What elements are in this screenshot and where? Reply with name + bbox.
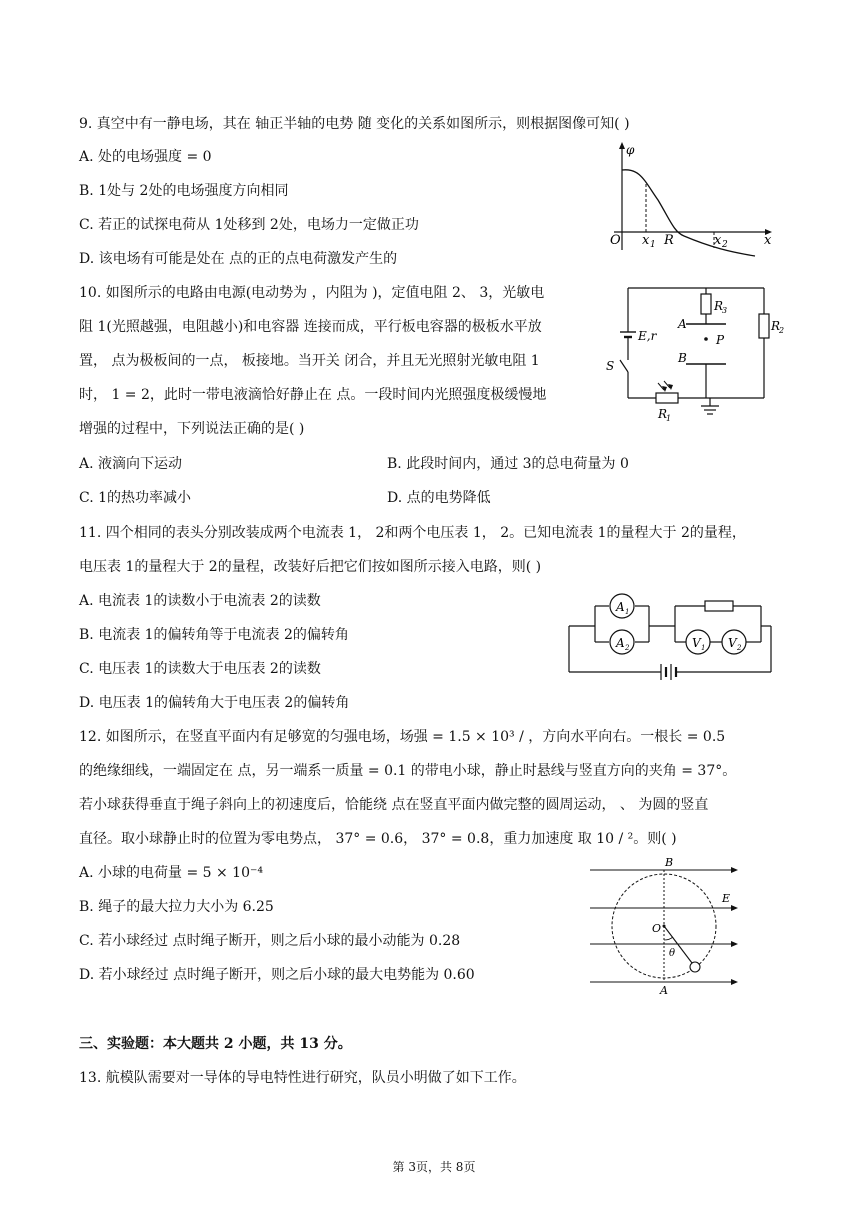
- q12-option-a: A. 小球的电荷量 = 5 × 10⁻⁴: [79, 865, 263, 881]
- q11-label-v1: V: [692, 636, 701, 650]
- q10-label-r2: R: [771, 319, 781, 333]
- q11-option-d: D. 电压表 1的偏转角大于电压表 2的偏转角: [79, 695, 350, 711]
- q10-label-r1-sub: 1: [666, 414, 672, 423]
- q9-potential-graph: [600, 140, 780, 270]
- q10-line-2: 阻 1(光照越强，电阻越小)和电容器 连接而成，平行板电容器的极板水平放: [79, 319, 542, 335]
- q10-line-5: 增强的过程中，下列说法正确的是( ): [79, 421, 305, 437]
- q10-label-r3: R: [714, 299, 724, 313]
- q10-line-3: 置， 点为极板间的一点， 板接地。当开关 闭合，并且无光照射光敏电阻 1: [79, 353, 540, 369]
- q10-label-r2-sub: 2: [779, 326, 785, 335]
- q11-label-v2-sub: 2: [737, 644, 742, 652]
- q10-option-b: B. 此段时间内，通过 3的总电荷量为 0: [387, 456, 629, 472]
- q9-axis-x: x: [764, 233, 772, 248]
- q11-label-a2-sub: 2: [625, 644, 630, 652]
- q10-circuit-diagram: [600, 280, 795, 430]
- q12-option-c: C. 若小球经过 点时绳子断开，则之后小球的最小动能为 0.28: [79, 933, 461, 949]
- q12-line-1: 12. 如图所示，在竖直平面内有足够宽的匀强电场，场强 = 1.5 × 10³ / ，方向水平向右。一根长 = 0.5: [79, 729, 726, 745]
- q11-option-a: A. 电流表 1的读数小于电流表 2的读数: [79, 593, 321, 609]
- q11-option-b: B. 电流表 1的偏转角等于电流表 2的偏转角: [79, 627, 349, 643]
- section-3-heading: 三、实验题：本大题共 2 小题，共 13 分。: [79, 1036, 352, 1052]
- q12-line-2: 的绝缘细线，一端固定在 点，另一端系一质量 = 0.1 的带电小球，静止时悬线与竖直方向的夹角 = 37°。: [79, 763, 737, 779]
- q11-label-v2: V: [728, 636, 737, 650]
- q9-axis-phi: φ: [626, 143, 635, 157]
- q11-line-1: 11. 四个相同的表头分别改装成两个电流表 1， 2和两个电压表 1， 2。已知电流表 1的量程大于 2的量程，: [79, 525, 746, 541]
- q9-origin-o: O: [610, 233, 621, 248]
- q11-line-2: 电压表 1的量程大于 2的量程，改装好后把它们按如图所示接入电路，则( ): [79, 559, 542, 575]
- q9-option-a: A. 处的电场强度 = 0: [79, 149, 212, 165]
- q9-label-x1: x: [642, 233, 650, 248]
- q13-stem: 13. 航模队需要对一导体的导电特性进行研究，队员小明做了如下工作。: [79, 1070, 526, 1086]
- q10-label-r3-sub: 3: [722, 306, 728, 315]
- q9-stem: 9. 真空中有一静电场，其在 轴正半轴的电势 随 变化的关系如图所示，则根据图像可知( ): [79, 116, 630, 132]
- q12-line-3: 若小球获得垂直于绳子斜向上的初速度后，恰能绕 点在竖直平面内做完整的圆周运动， 、 为圆的竖直: [79, 797, 709, 813]
- q10-label-er: E,r: [638, 329, 657, 343]
- q11-label-a1-sub: 1: [625, 608, 630, 616]
- q10-option-c: C. 1的热功率减小: [79, 490, 192, 506]
- q12-label-e: E: [722, 892, 731, 905]
- q12-label-theta: θ: [669, 948, 676, 959]
- q11-option-c: C. 电压表 1的读数大于电压表 2的读数: [79, 661, 321, 677]
- q9-option-d: D. 该电场有可能是处在 点的正的点电荷激发产生的: [79, 251, 398, 267]
- q9-label-x2-sub: 2: [722, 240, 728, 250]
- q10-option-a: A. 液滴向下运动: [79, 456, 183, 472]
- q12-field-circle-diagram: [588, 856, 748, 996]
- q10-label-b: B: [678, 351, 687, 365]
- q11-label-a2: A: [616, 636, 625, 650]
- q10-label-r1: R: [658, 407, 668, 421]
- q10-line-4: 时， 1 = 2，此时一带电液滴恰好静止在 点。一段时间内光照强度极缓慢地: [79, 387, 547, 403]
- q10-line-1: 10. 如图所示的电路由电源(电动势为 ，内阻为 )，定值电阻 2、 3，光敏电: [79, 285, 545, 301]
- q10-label-p: P: [716, 333, 725, 347]
- q11-label-a1: A: [616, 600, 625, 614]
- q9-option-c: C. 若正的试探电荷从 1处移到 2处，电场力一定做正功: [79, 217, 419, 233]
- q10-label-s: S: [606, 359, 615, 373]
- q12-option-b: B. 绳子的最大拉力大小为 6.25: [79, 899, 274, 915]
- q12-option-d: D. 若小球经过 点时绳子断开，则之后小球的最大电势能为 0.60: [79, 967, 475, 983]
- q12-label-b: B: [665, 856, 674, 869]
- q10-option-d: D. 点的电势降低: [387, 490, 491, 506]
- q9-label-x2: x: [714, 233, 722, 248]
- q11-meter-circuit: [565, 592, 775, 682]
- q9-option-b: B. 1处与 2处的电场强度方向相同: [79, 183, 289, 199]
- q10-label-a: A: [678, 317, 687, 331]
- q12-line-4: 直径。取小球静止时的位置为零电势点， 37° = 0.6， 37° = 0.8，重力加速度 取 10 / ²。则( ): [79, 831, 677, 847]
- page-footer: 第 3页，共 8页: [392, 1160, 476, 1174]
- q12-label-o: O: [652, 922, 662, 935]
- q9-label-x1-sub: 1: [650, 240, 656, 250]
- q11-label-v1-sub: 1: [701, 644, 706, 652]
- q12-label-a: A: [660, 984, 668, 997]
- q9-label-r: R: [664, 233, 674, 248]
